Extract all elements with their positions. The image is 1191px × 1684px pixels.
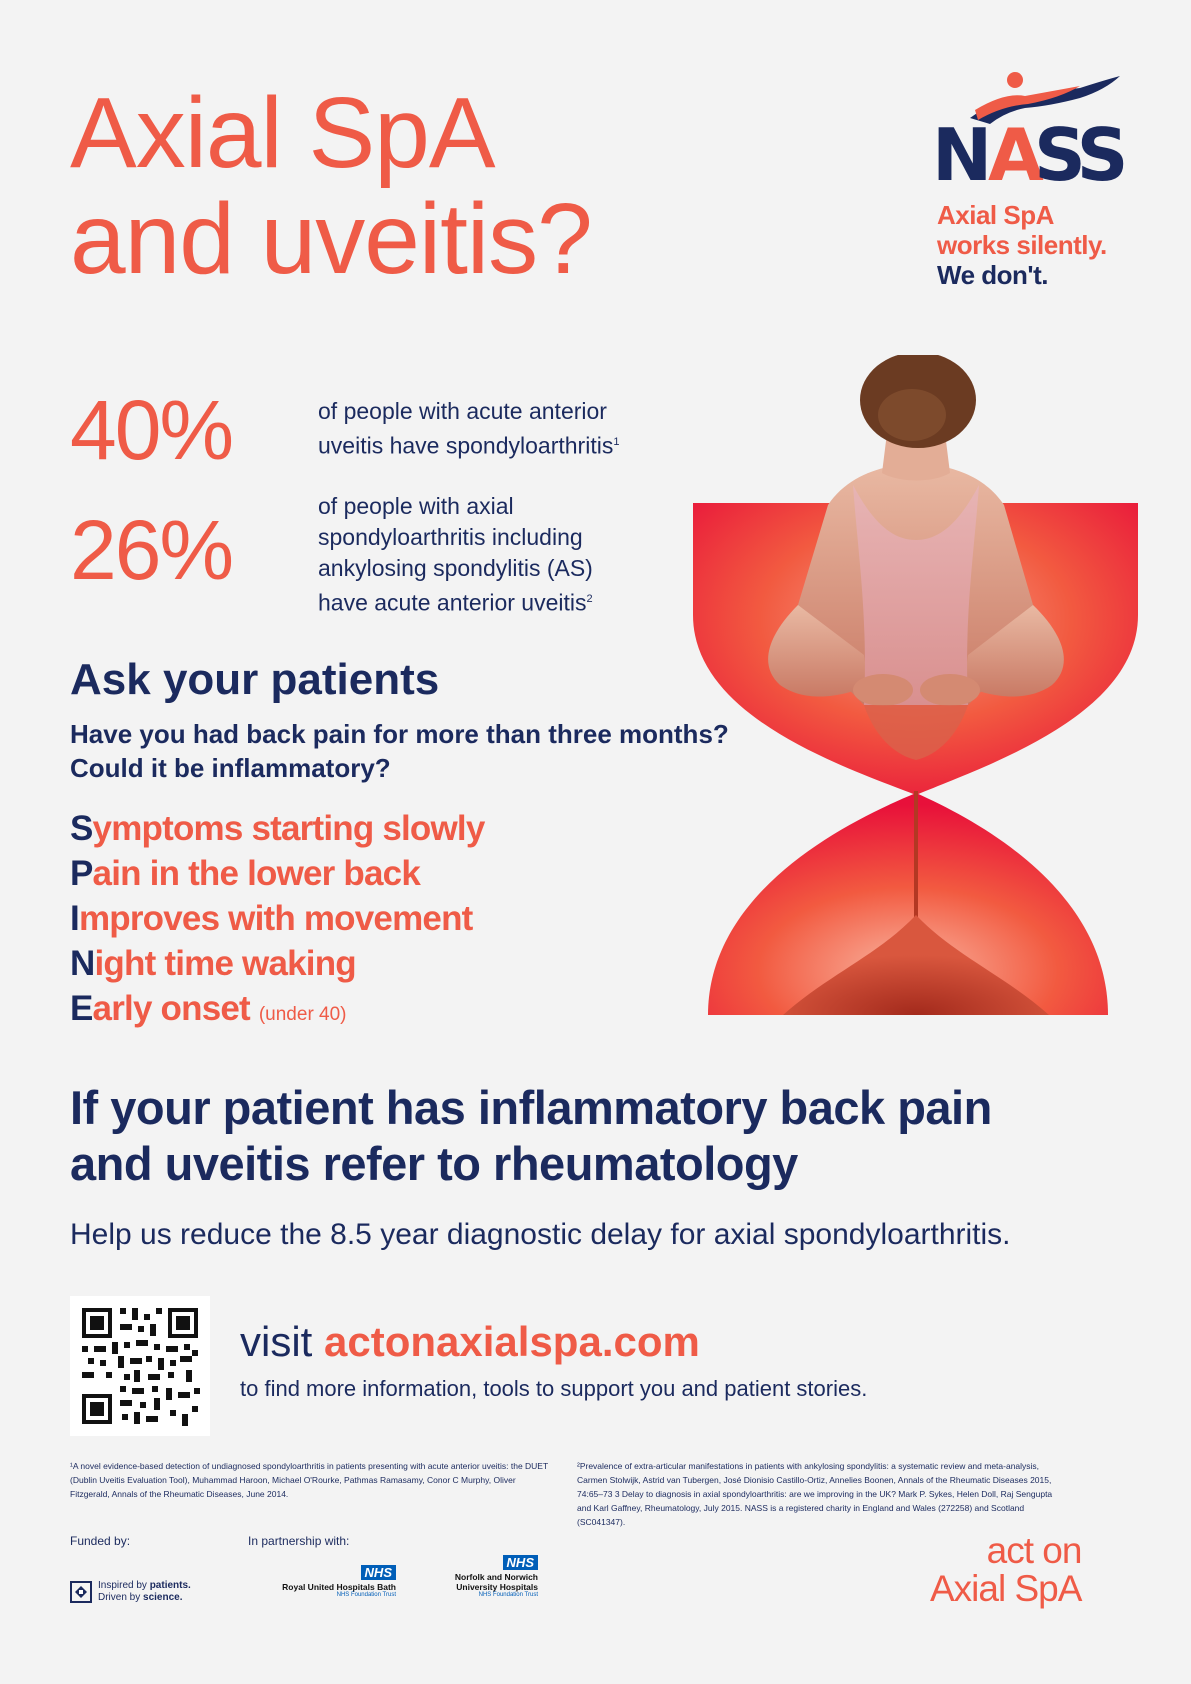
partner-1-sub: NHS Foundation Trust [336,1592,396,1598]
partner-2-sub: NHS Foundation Trust [478,1592,538,1598]
main-headline [70,1080,992,1192]
stat-value-1: 40% [70,383,233,477]
spine-text: ight time waking [94,944,356,983]
spine-list [70,806,485,1037]
spine-item [70,896,485,941]
act-logo-line-1: act on [986,1530,1082,1571]
nhs-logo: NHS [503,1555,538,1570]
partner-logo-ruh-bath [248,1564,396,1598]
partnership-label: In partnership with: [248,1534,350,1548]
funder-logo [70,1580,191,1604]
spine-text: arly onset [92,989,250,1028]
funder-tagline [98,1580,191,1604]
ask-heading: Ask your patients [70,655,440,704]
spine-letter: N [70,944,95,983]
stat-text-2 [318,491,648,619]
stat-ref-1: 1 [613,436,620,448]
spine-item [70,986,485,1037]
tagline-line-2: works silently. [937,230,1107,260]
funder-tagline-2b: science. [143,1592,183,1603]
stat-text-1 [318,396,648,462]
act-logo-line-2: Axial SpA [930,1568,1082,1609]
funder-tagline-1a: Inspired by [98,1580,150,1591]
headline-line-2: and uveitis refer to rheumatology [70,1137,798,1190]
stat-value-2: 26% [70,503,233,597]
visit-line [240,1318,700,1366]
qr-code-graphic [70,1296,210,1436]
hourglass-graphic [688,355,1138,1015]
nass-logo-graphic [930,68,1130,188]
tagline-line-3: We don't. [937,260,1048,290]
title-line-2: and uveitis? [70,183,592,295]
title-line-1: Axial SpA [70,77,495,189]
nass-logo [930,68,1130,188]
footnote-right: ²Prevalence of extra-articular manifestations in patients with ankylosing spondylitis: a systematic review and meta-analysis, Carmen Stolwijk, Astrid van Tubergen, José Dionisio Castillo-Ortiz, Annelies Boonen, Annals of the Rheumatic Diseases 2015, 74:65–73 3 Delay to diagnosis in axial spondyloarthritis: are we improving in the UK? Mark P. Sykes, Helen Doll, Raj Sengupta and Karl Gaffney, Rheumatology, July 2015. NASS is a registered charity in England and Wales (272258) and Scotland (SC041347). [577,1461,1053,1527]
spine-letter: I [70,899,79,938]
spine-letter: P [70,854,93,893]
funder-logo-icon [70,1581,92,1603]
svg-text:N: N [932,113,990,188]
spine-letter: E [70,989,93,1028]
spine-item [70,851,485,896]
partner-2-name-line-1: Norfolk and Norwich [454,1572,538,1582]
funder-tagline-line-1 [98,1580,191,1592]
spine-text: mproves with movement [78,899,473,938]
nhs-logo: NHS [361,1565,396,1580]
spine-letter: S [70,809,93,848]
spine-item [70,941,485,986]
spine-item [70,806,485,851]
funder-tagline-line-2 [98,1592,191,1604]
spine-text: ain in the lower back [92,854,421,893]
visit-url-link[interactable]: actonaxialspa.com [324,1318,700,1365]
qr-code[interactable] [70,1296,210,1436]
headline-subtext: Help us reduce the 8.5 year diagnostic delay for axial spondyloarthritis. [70,1218,1011,1251]
woman-right-hand [920,674,980,706]
svg-text:SS: SS [1034,113,1123,188]
spine-note: (under 40) [258,1004,347,1025]
visit-prefix: visit [240,1318,313,1365]
ask-question-2: Could it be inflammatory? [70,753,391,783]
partner-1-name: Royal United Hospitals Bath [282,1582,396,1592]
act-on-axial-spa-logo [930,1532,1081,1608]
partner-logo-norfolk-norwich [428,1554,538,1598]
tagline-line-1: Axial SpA [937,200,1054,230]
nass-tagline [937,200,1107,290]
spine-text: ymptoms starting slowly [92,809,485,848]
stat-ref-2: 2 [586,593,593,605]
svg-text:A: A [988,113,1041,188]
page-title [70,77,592,295]
funder-tagline-2a: Driven by [98,1592,144,1603]
woman-left-hand [853,674,913,706]
ask-questions [70,717,729,785]
stat-text-1-body: of people with acute anterior uveitis have spondyloarthritis [318,398,614,459]
woman-hair-bun [878,389,946,441]
funded-by-label: Funded by: [70,1534,131,1548]
stat-text-2-body: of people with axial spondyloarthritis including ankylosing spondylitis (AS) have acute anterior uveitis [318,493,593,616]
footnote-left: ¹A novel evidence-based detection of undiagnosed spondyloarthritis in patients presenting with acute anterior uveitis: the DUET (Dublin Uveitis Evaluation Tool), Muhammad Haroon, Michael O'Rourke, Pathmas Ramasamy, Conor C Murphy, Oliver Fitzgerald, Annals of the Rheumatic Diseases, June 2014. [70,1461,549,1499]
partner-2-name-line-2: University Hospitals [456,1582,538,1592]
headline-line-1: If your patient has inflammatory back pain [70,1081,992,1134]
visit-description: to find more information, tools to support you and patient stories. [240,1376,868,1401]
funder-tagline-1b: patients. [149,1580,191,1591]
ask-question-1: Have you had back pain for more than three months? [70,719,729,749]
hourglass-woman-illustration [688,355,1138,1015]
